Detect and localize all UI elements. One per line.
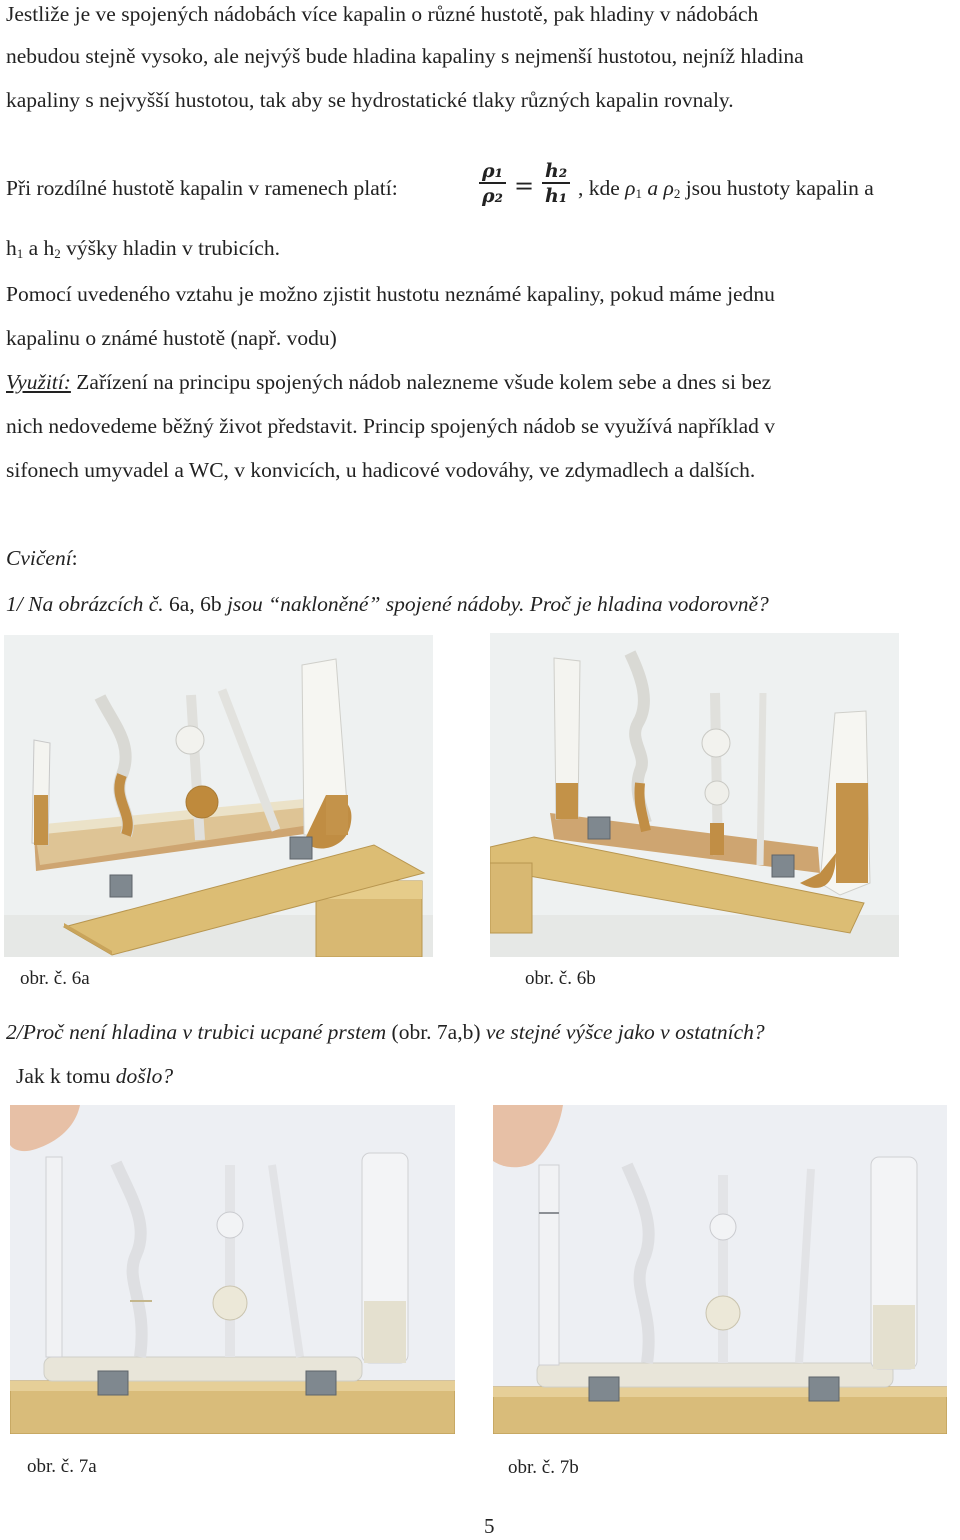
photo-7b-drawing	[493, 1105, 947, 1434]
photo-7a-drawing	[10, 1105, 455, 1434]
photo-7b	[493, 1105, 947, 1434]
question-1	[6, 590, 769, 618]
question-2-line2-start: Jak k tomu	[16, 1064, 116, 1088]
page-number: 5	[484, 1514, 495, 1538]
photo-6b	[490, 633, 899, 957]
fraction-rho	[479, 160, 506, 208]
subscript-2: 2	[673, 186, 681, 201]
question-1-figures: 6a, 6b	[169, 592, 222, 616]
fraction-rho-denominator: ρ₂	[482, 185, 503, 207]
question-1-start: 1/ Na obrázcích č.	[6, 592, 170, 616]
fraction-h-numerator: h₂	[545, 160, 568, 182]
photo-7a	[10, 1105, 455, 1434]
formula-kde: , kde	[578, 176, 626, 200]
caption-7b: obr. č. 7b	[508, 1457, 579, 1478]
fraction-h-denominator: h₁	[545, 185, 568, 207]
exercises-heading-colon: :	[71, 546, 78, 570]
usage-label: Využití:	[6, 370, 71, 394]
caption-6b: obr. č. 6b	[525, 968, 596, 989]
question-2-end: ve stejné výšce jako v ostatních?	[480, 1020, 765, 1044]
usage-line3: sifonech umyvadel a WC, v konvicích, u hadicové vodováhy, ve zdymadlech a dalších.	[6, 458, 756, 482]
paragraph2-line2: kapalinu o známé hustotě (např. vodu)	[6, 326, 337, 350]
equals-sign: =	[514, 172, 535, 200]
rho-symbol: ρ	[663, 176, 674, 200]
paragraph2-line1: Pomocí uvedeného vztahu je možno zjistit hustotu neznámé kapaliny, pokud máme jednu	[6, 282, 775, 306]
subscript-2: 2	[54, 246, 61, 261]
paragraph1-line1: Jestliže je ve spojených nádobách více kapalin o různé hustotě, pak hladiny v nádobách	[6, 2, 759, 26]
heights-text: výšky hladin v trubicích.	[60, 236, 280, 260]
question-2	[6, 1018, 765, 1046]
paragraph1-line2: nebudou stejně vysoko, ale nejvýš bude hladina kapaliny s nejmenší hustotou, nejníž hladina	[6, 44, 804, 68]
caption-7a: obr. č. 7a	[27, 1456, 97, 1477]
photo-6a	[4, 635, 433, 957]
h2-symbol: a h	[23, 236, 55, 260]
exercises-heading	[6, 544, 78, 572]
formula-jsou: jsou hustoty kapalin a	[680, 176, 874, 200]
subscript-1: 1	[635, 186, 642, 201]
caption-6a: obr. č. 6a	[20, 968, 90, 989]
formula-line2	[6, 234, 280, 268]
question-1-end: jsou “nakloněné” spojené nádoby. Proč je hladina vodorovně?	[221, 592, 769, 616]
rho-symbol: ρ	[625, 176, 636, 200]
photo-6b-drawing	[490, 633, 899, 957]
subscript-1: 1	[16, 246, 24, 261]
formula-lead: Při rozdílné hustotě kapalin v ramenech platí:	[6, 176, 398, 200]
question-2-line2	[16, 1062, 173, 1090]
fraction-h	[542, 160, 570, 208]
italic-a: a	[642, 176, 664, 200]
paragraph1-line3: kapaliny s nejvyšší hustotou, tak aby se hydrostatické tlaky různých kapalin rovnaly.	[6, 88, 734, 112]
question-2-start: 2/Proč není hladina v trubici ucpané prstem	[6, 1020, 392, 1044]
usage-text: Zařízení na principu spojených nádob nalezneme všude kolem sebe a dnes si bez	[70, 370, 772, 394]
formula-explanation	[578, 174, 874, 208]
usage-line2: nich nedovedeme běžný život představit. Princip spojených nádob se využívá například v	[6, 414, 776, 438]
h-symbol: h	[6, 236, 17, 260]
question-2-figures: (obr. 7a,b)	[391, 1020, 481, 1044]
usage-line1	[6, 368, 771, 396]
exercises-heading-text: Cvičení	[6, 546, 72, 570]
question-2-line2-end: došlo?	[115, 1064, 174, 1088]
fraction-rho-numerator: ρ₁	[482, 160, 503, 182]
photo-6a-drawing	[4, 635, 433, 957]
